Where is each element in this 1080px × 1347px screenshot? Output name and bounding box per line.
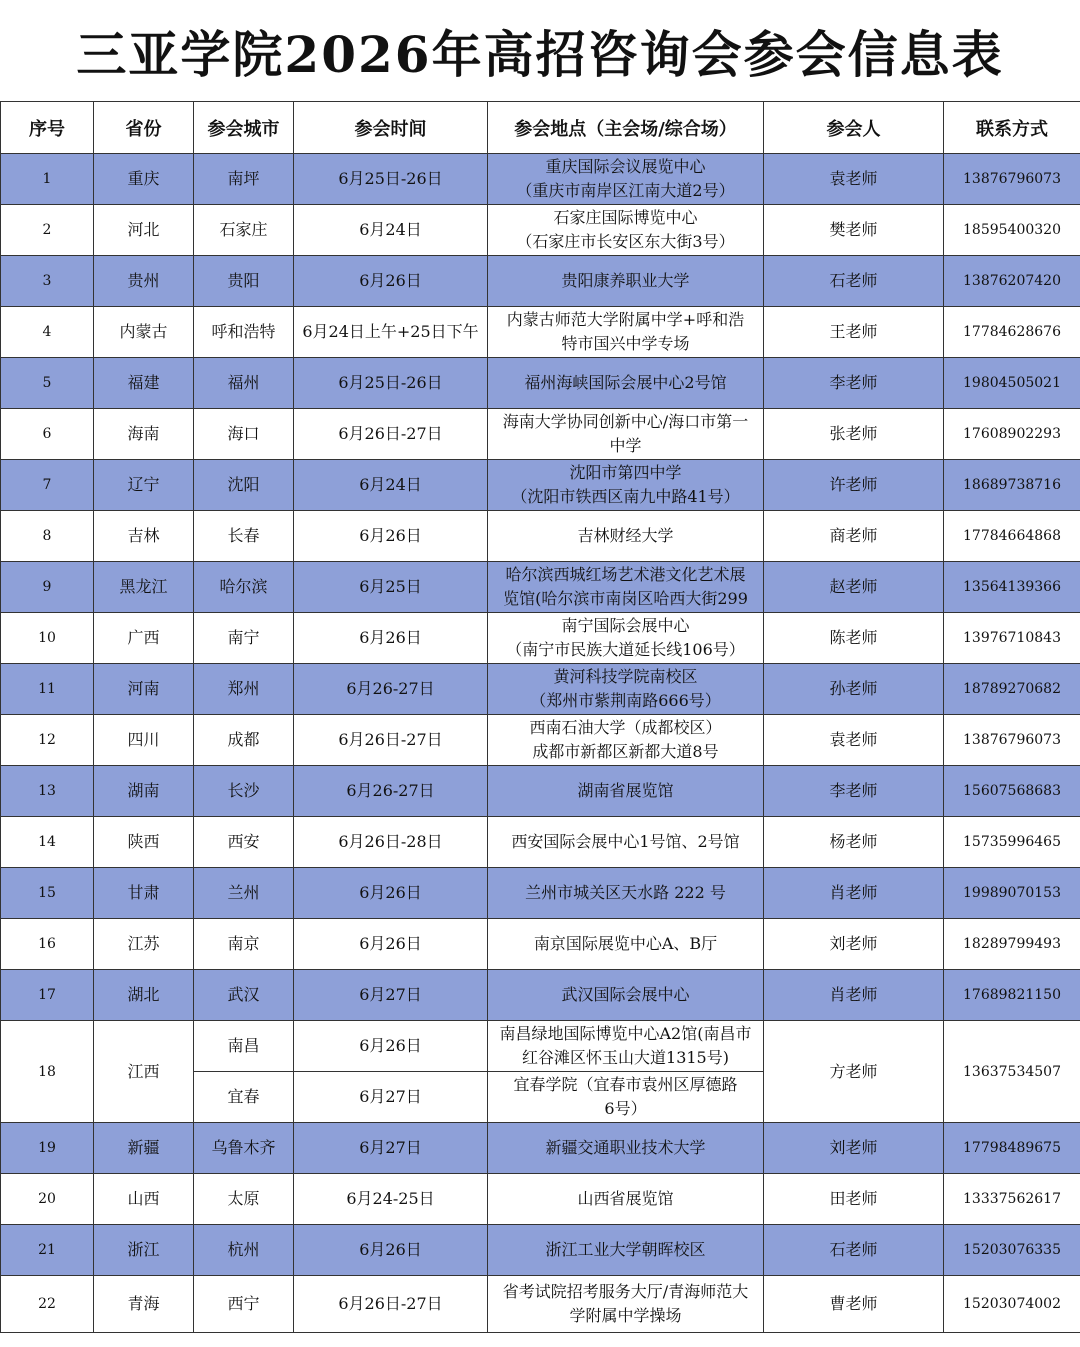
- province-cell: 河北: [94, 205, 194, 256]
- person-cell: 樊老师: [764, 205, 944, 256]
- city-cell: 南宁: [194, 613, 294, 664]
- time-cell: 6月26日: [294, 1225, 488, 1276]
- time-cell: 6月26-27日: [294, 664, 488, 715]
- person-cell: 张老师: [764, 409, 944, 460]
- venue-line: 南京国际展览中心A、B厅: [533, 934, 718, 953]
- city-cell: 贵阳: [194, 256, 294, 307]
- time-cell: 6月26日-27日: [294, 409, 488, 460]
- province-cell: 辽宁: [94, 460, 194, 511]
- province-cell: 河南: [94, 664, 194, 715]
- venue-line: 西安国际会展中心1号馆、2号馆: [511, 832, 740, 851]
- phone-cell: 13876796073: [944, 154, 1080, 205]
- time-cell: 6月27日: [294, 970, 488, 1021]
- venue-cell: [488, 1072, 764, 1123]
- header-province: 省份: [94, 102, 194, 154]
- row-number: 11: [1, 664, 94, 715]
- table-row: [1, 511, 1080, 562]
- venue-line: 特市国兴中学专场: [561, 334, 690, 353]
- phone-cell: 15203076335: [944, 1225, 1080, 1276]
- header-person: 参会人: [764, 102, 944, 154]
- table-row: [1, 868, 1080, 919]
- row-number: 12: [1, 715, 94, 766]
- venue-cell: [488, 358, 764, 409]
- time-cell: 6月26日: [294, 511, 488, 562]
- header-row: [1, 102, 1080, 154]
- venue-line: 浙江工业大学朝晖校区: [545, 1240, 706, 1259]
- table-row: [1, 1225, 1080, 1276]
- city-cell: 兰州: [194, 868, 294, 919]
- venue-cell: [488, 1123, 764, 1174]
- row-number: 13: [1, 766, 94, 817]
- time-cell: 6月27日: [294, 1123, 488, 1174]
- phone-cell: 13876207420: [944, 256, 1080, 307]
- venue-cell: [488, 256, 764, 307]
- person-cell: 曹老师: [764, 1276, 944, 1333]
- table-row: [1, 919, 1080, 970]
- phone-cell: 13564139366: [944, 562, 1080, 613]
- city-cell: 南昌: [194, 1021, 294, 1072]
- header-time: 参会时间: [294, 102, 488, 154]
- header-city: 参会城市: [194, 102, 294, 154]
- row-number: 14: [1, 817, 94, 868]
- province-cell: 新疆: [94, 1123, 194, 1174]
- phone-cell: 17608902293: [944, 409, 1080, 460]
- city-cell: 海口: [194, 409, 294, 460]
- header-no: 序号: [1, 102, 94, 154]
- time-cell: 6月25日-26日: [294, 358, 488, 409]
- venue-cell: [488, 1021, 764, 1072]
- venue-line: 宜春学院（宜春市袁州区厚德路: [513, 1075, 738, 1094]
- phone-cell: 19804505021: [944, 358, 1080, 409]
- time-cell: 6月25日: [294, 562, 488, 613]
- table-row: [1, 256, 1080, 307]
- table-row: [1, 1276, 1080, 1333]
- venue-line: 吉林财经大学: [577, 526, 674, 545]
- venue-cell: [488, 154, 764, 205]
- venue-cell: [488, 307, 764, 358]
- venue-line: 兰州市城关区天水路 222 号: [525, 883, 726, 902]
- venue-line: 黄河科技学院南校区: [553, 667, 698, 686]
- phone-cell: 18689738716: [944, 460, 1080, 511]
- venue-line: （石家庄市长安区东大街3号）: [516, 232, 735, 251]
- city-cell: 西安: [194, 817, 294, 868]
- venue-cell: [488, 511, 764, 562]
- phone-cell: 18789270682: [944, 664, 1080, 715]
- venue-cell: [488, 460, 764, 511]
- person-cell: 石老师: [764, 256, 944, 307]
- phone-cell: 15607568683: [944, 766, 1080, 817]
- table-row: [1, 358, 1080, 409]
- province-cell: 陕西: [94, 817, 194, 868]
- phone-cell: 17689821150: [944, 970, 1080, 1021]
- person-cell: 杨老师: [764, 817, 944, 868]
- person-cell: 刘老师: [764, 1123, 944, 1174]
- table-row: [1, 1123, 1080, 1174]
- province-cell: 四川: [94, 715, 194, 766]
- venue-line: 内蒙古师范大学附属中学+呼和浩: [506, 310, 745, 329]
- province-cell: 山西: [94, 1174, 194, 1225]
- time-cell: 6月24-25日: [294, 1174, 488, 1225]
- person-cell: 田老师: [764, 1174, 944, 1225]
- row-number: 5: [1, 358, 94, 409]
- venue-line: 6号）: [604, 1099, 647, 1118]
- venue-line: 红谷滩区怀玉山大道1315号): [522, 1048, 729, 1067]
- venue-line: 中学: [609, 436, 642, 455]
- venue-cell: [488, 1276, 764, 1333]
- row-number: 9: [1, 562, 94, 613]
- row-number: 18: [1, 1021, 94, 1123]
- person-cell: 肖老师: [764, 970, 944, 1021]
- venue-line: 西南石油大学（成都校区）: [529, 718, 722, 737]
- venue-line: 石家庄国际博览中心: [553, 208, 698, 227]
- row-number: 1: [1, 154, 94, 205]
- table-row: [1, 460, 1080, 511]
- province-cell: 湖北: [94, 970, 194, 1021]
- venue-line: 贵阳康养职业大学: [561, 271, 690, 290]
- person-cell: 袁老师: [764, 715, 944, 766]
- time-cell: 6月25日-26日: [294, 154, 488, 205]
- venue-cell: [488, 766, 764, 817]
- venue-cell: [488, 1225, 764, 1276]
- row-number: 19: [1, 1123, 94, 1174]
- phone-cell: 17784664868: [944, 511, 1080, 562]
- header-venue: 参会地点（主会场/综合场）: [488, 102, 764, 154]
- time-cell: 6月24日: [294, 205, 488, 256]
- time-cell: 6月27日: [294, 1072, 488, 1123]
- city-cell: 杭州: [194, 1225, 294, 1276]
- person-cell: 方老师: [764, 1021, 944, 1123]
- venue-line: 省考试院招考服务大厅/青海师范大: [502, 1282, 749, 1301]
- city-cell: 西宁: [194, 1276, 294, 1333]
- province-cell: 江西: [94, 1021, 194, 1123]
- venue-line: 福州海峡国际会展中心2号馆: [524, 373, 727, 392]
- city-cell: 成都: [194, 715, 294, 766]
- province-cell: 吉林: [94, 511, 194, 562]
- venue-line: （郑州市紫荆南路666号）: [530, 691, 721, 710]
- venue-line: （沈阳市铁西区南九中路41号）: [511, 487, 740, 506]
- time-cell: 6月26日-27日: [294, 1276, 488, 1333]
- time-cell: 6月26日-27日: [294, 715, 488, 766]
- row-number: 15: [1, 868, 94, 919]
- table-body: [1, 154, 1080, 1333]
- time-cell: 6月24日: [294, 460, 488, 511]
- person-cell: 陈老师: [764, 613, 944, 664]
- row-number: 17: [1, 970, 94, 1021]
- venue-cell: [488, 613, 764, 664]
- time-cell: 6月26日: [294, 1021, 488, 1072]
- person-cell: 肖老师: [764, 868, 944, 919]
- city-cell: 郑州: [194, 664, 294, 715]
- province-cell: 福建: [94, 358, 194, 409]
- row-number: 2: [1, 205, 94, 256]
- venue-cell: [488, 919, 764, 970]
- header-phone: 联系方式: [944, 102, 1080, 154]
- city-cell: 宜春: [194, 1072, 294, 1123]
- phone-cell: 17798489675: [944, 1123, 1080, 1174]
- page-title: 三亚学院2026年高招咨询会参会信息表: [76, 24, 1004, 84]
- venue-line: 南宁国际会展中心: [561, 616, 690, 635]
- city-cell: 南京: [194, 919, 294, 970]
- table-row: [1, 1174, 1080, 1225]
- table-row: [1, 562, 1080, 613]
- venue-line: 武汉国际会展中心: [561, 985, 690, 1004]
- venue-line: 哈尔滨西城红场艺术港文化艺术展: [505, 565, 746, 584]
- province-cell: 重庆: [94, 154, 194, 205]
- venue-cell: [488, 970, 764, 1021]
- venue-line: 南昌绿地国际博览中心A2馆(南昌市: [499, 1024, 752, 1043]
- person-cell: 商老师: [764, 511, 944, 562]
- city-cell: 乌鲁木齐: [194, 1123, 294, 1174]
- venue-line: 海南大学协同创新中心/海口市第一: [502, 412, 749, 431]
- table-row: [1, 205, 1080, 256]
- time-cell: 6月26-27日: [294, 766, 488, 817]
- row-number: 3: [1, 256, 94, 307]
- venue-cell: [488, 664, 764, 715]
- province-cell: 黑龙江: [94, 562, 194, 613]
- time-cell: 6月26日: [294, 256, 488, 307]
- city-cell: 南坪: [194, 154, 294, 205]
- person-cell: 赵老师: [764, 562, 944, 613]
- venue-line: 学附属中学操场: [569, 1306, 682, 1325]
- phone-cell: 13337562617: [944, 1174, 1080, 1225]
- phone-cell: 13876796073: [944, 715, 1080, 766]
- phone-cell: 17784628676: [944, 307, 1080, 358]
- province-cell: 甘肃: [94, 868, 194, 919]
- row-number: 8: [1, 511, 94, 562]
- person-cell: 刘老师: [764, 919, 944, 970]
- venue-cell: [488, 715, 764, 766]
- phone-cell: 13637534507: [944, 1021, 1080, 1123]
- row-number: 10: [1, 613, 94, 664]
- phone-cell: 13976710843: [944, 613, 1080, 664]
- venue-line: （重庆市南岸区江南大道2号）: [516, 181, 735, 200]
- venue-line: 新疆交通职业技术大学: [545, 1138, 706, 1157]
- venue-cell: [488, 1174, 764, 1225]
- person-cell: 许老师: [764, 460, 944, 511]
- city-cell: 福州: [194, 358, 294, 409]
- table-row: [1, 154, 1080, 205]
- phone-cell: 18595400320: [944, 205, 1080, 256]
- table-row: [1, 970, 1080, 1021]
- table-row: [1, 307, 1080, 358]
- province-cell: 广西: [94, 613, 194, 664]
- person-cell: 孙老师: [764, 664, 944, 715]
- city-cell: 呼和浩特: [194, 307, 294, 358]
- venue-cell: [488, 868, 764, 919]
- table-row: [1, 817, 1080, 868]
- province-cell: 湖南: [94, 766, 194, 817]
- venue-line: 沈阳市第四中学: [569, 463, 682, 482]
- province-cell: 贵州: [94, 256, 194, 307]
- person-cell: 石老师: [764, 1225, 944, 1276]
- time-cell: 6月26日: [294, 868, 488, 919]
- row-number: 21: [1, 1225, 94, 1276]
- province-cell: 江苏: [94, 919, 194, 970]
- person-cell: 李老师: [764, 358, 944, 409]
- table-row: [1, 1021, 1080, 1072]
- person-cell: 王老师: [764, 307, 944, 358]
- row-number: 4: [1, 307, 94, 358]
- time-cell: 6月26日-28日: [294, 817, 488, 868]
- venue-cell: [488, 409, 764, 460]
- row-number: 20: [1, 1174, 94, 1225]
- row-number: 22: [1, 1276, 94, 1333]
- venue-line: 湖南省展览馆: [577, 781, 674, 800]
- person-cell: 李老师: [764, 766, 944, 817]
- phone-cell: 18289799493: [944, 919, 1080, 970]
- table-row: [1, 613, 1080, 664]
- time-cell: 6月26日: [294, 613, 488, 664]
- table-row: [1, 766, 1080, 817]
- venue-line: 览馆(哈尔滨市南岗区哈西大街299: [503, 589, 748, 608]
- row-number: 7: [1, 460, 94, 511]
- person-cell: 袁老师: [764, 154, 944, 205]
- venue-cell: [488, 205, 764, 256]
- row-number: 6: [1, 409, 94, 460]
- phone-cell: 15735996465: [944, 817, 1080, 868]
- table-row: [1, 664, 1080, 715]
- city-cell: 沈阳: [194, 460, 294, 511]
- province-cell: 青海: [94, 1276, 194, 1333]
- city-cell: 长沙: [194, 766, 294, 817]
- table-row: [1, 409, 1080, 460]
- phone-cell: 15203074002: [944, 1276, 1080, 1333]
- info-table: [0, 101, 1080, 1333]
- province-cell: 内蒙古: [94, 307, 194, 358]
- city-cell: 长春: [194, 511, 294, 562]
- row-number: 16: [1, 919, 94, 970]
- title-bar: [0, 0, 1080, 101]
- table-row: [1, 715, 1080, 766]
- venue-cell: [488, 562, 764, 613]
- province-cell: 浙江: [94, 1225, 194, 1276]
- province-cell: 海南: [94, 409, 194, 460]
- phone-cell: 19989070153: [944, 868, 1080, 919]
- time-cell: 6月26日: [294, 919, 488, 970]
- venue-line: （南宁市民族大道延长线106号）: [506, 640, 745, 659]
- city-cell: 太原: [194, 1174, 294, 1225]
- venue-cell: [488, 817, 764, 868]
- venue-line: 成都市新都区新都大道8号: [532, 742, 719, 761]
- city-cell: 哈尔滨: [194, 562, 294, 613]
- venue-line: 山西省展览馆: [577, 1189, 674, 1208]
- city-cell: 石家庄: [194, 205, 294, 256]
- venue-line: 重庆国际会议展览中心: [545, 157, 706, 176]
- time-cell: 6月24日上午+25日下午: [294, 307, 488, 358]
- city-cell: 武汉: [194, 970, 294, 1021]
